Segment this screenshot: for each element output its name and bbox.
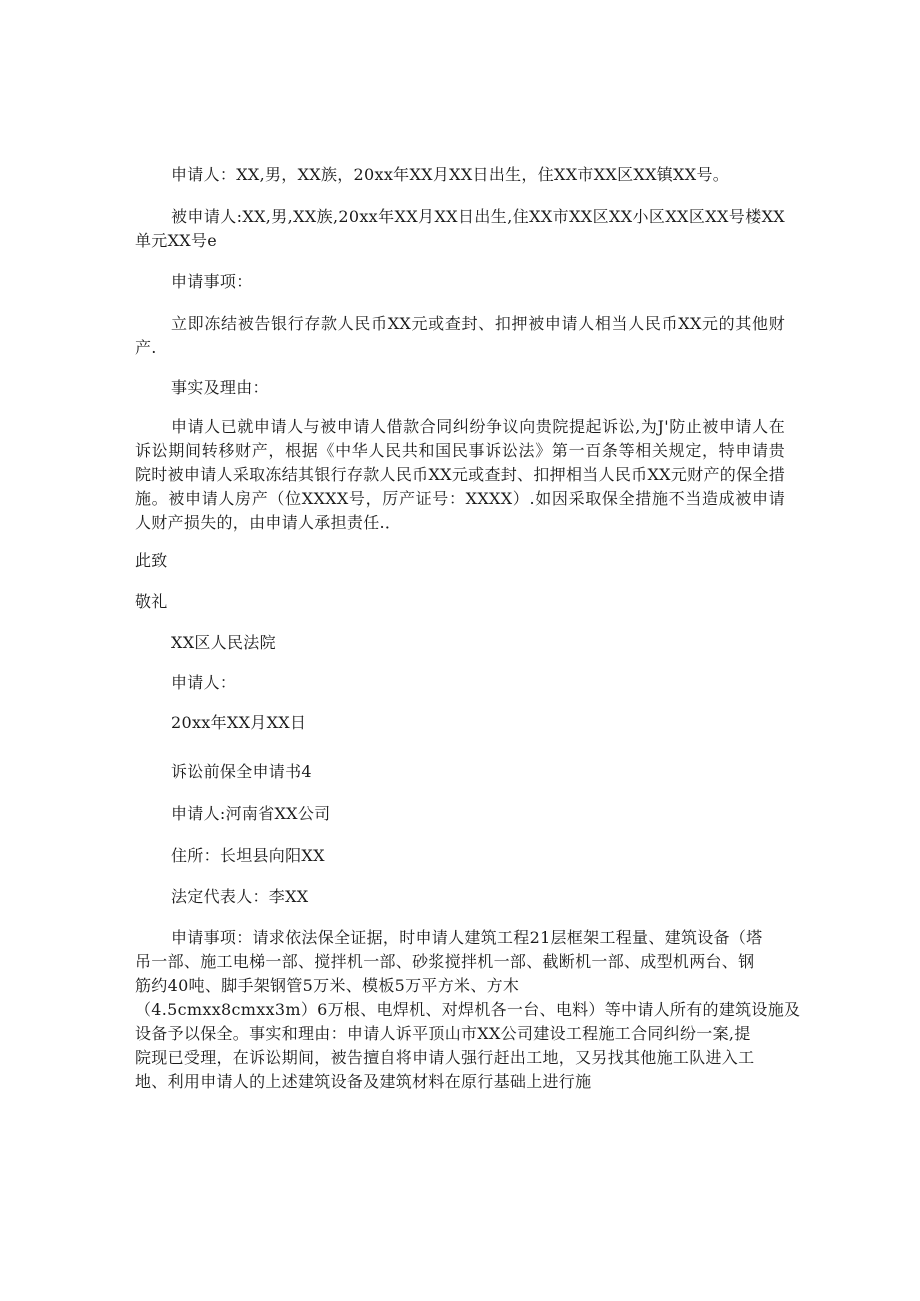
request-2-line-5: 设备予以保全。事实和理由：申请人诉平顶山市XX公司建设工程施工合同纠纷一案,提 xyxy=(135,1024,751,1043)
request-2-line-3: 筋约40吨、脚手架钢管5万米、模板5万平方米、方木 xyxy=(135,976,520,995)
request-body: 立即冻结被告银行存款人民币XX元或查封、扣押被申请人相当人民币XX元的其他财产. xyxy=(135,314,785,357)
respondent-intro: 被申请人:XX,男,XX族,20xx年XX月XX日出生,住XX市XX区XX小区XX区XX号楼XX单元XX号e xyxy=(135,207,785,250)
closing-salutation: 此致 xyxy=(135,551,168,570)
applicant-intro: 申请人：XX,男，XX族，20xx年XX月XX日出生，住XX市XX区XX镇XX号。 xyxy=(171,165,730,184)
second-address: 住所：长坦县向阳XX xyxy=(171,846,325,865)
request-2-line-2: 吊一部、施工电梯一部、搅拌机一部、砂浆搅拌机一部、截断机一部、成型机两台、钢 xyxy=(135,952,755,971)
closing-regards: 敬礼 xyxy=(135,592,168,611)
request-2-line-6: 院现已受理，在诉讼期间，被告擅自将申请人强行赶出工地，又另找其他施工队进入工 xyxy=(135,1048,755,1067)
signature-label: 申请人： xyxy=(171,673,237,692)
signature-date: 20xx年XX月XX日 xyxy=(171,713,307,732)
legal-representative: 法定代表人：李XX xyxy=(171,887,309,906)
request-2-line-7: 地、利用申请人的上述建筑设备及建筑材料在原行基础上进行施 xyxy=(135,1072,592,1091)
second-document-title: 诉讼前保全申请书4 xyxy=(171,762,312,781)
facts-body: 申请人已就申请人与被申请人借款合同纠纷争议向贵院提起诉讼,为J'防止被申请人在诉讼期间转移财产，根据《中华人民共和国民事诉讼法》第一百条等相关规定，特申请贵院时被申请人采取冻结其银行存款人民币XX元或查封、扣押相当人民币XX元财产的保全措施。被申请人房产（位XXXX号，厉产证号：XXXX）.如因采取保全措施不当造成被申请人财产损失的，由申请人承担责任.． xyxy=(135,417,785,532)
facts-heading: 事实及理由： xyxy=(171,378,269,397)
court-name: XX区人民法院 xyxy=(171,633,276,652)
request-2-line-1: 申请事项：请求依法保全证据，时申请人建筑工程21层框架工程量、建筑设备（塔 xyxy=(171,928,763,947)
second-applicant: 申请人:河南省XX公司 xyxy=(171,804,331,823)
request-heading: 申请事项： xyxy=(171,272,253,291)
request-2-line-4: （4.5cmxx8cmxx3m）6万根、电焊机、对焊机各一台、电料）等中请人所有的建筑设施及 xyxy=(135,1000,801,1019)
